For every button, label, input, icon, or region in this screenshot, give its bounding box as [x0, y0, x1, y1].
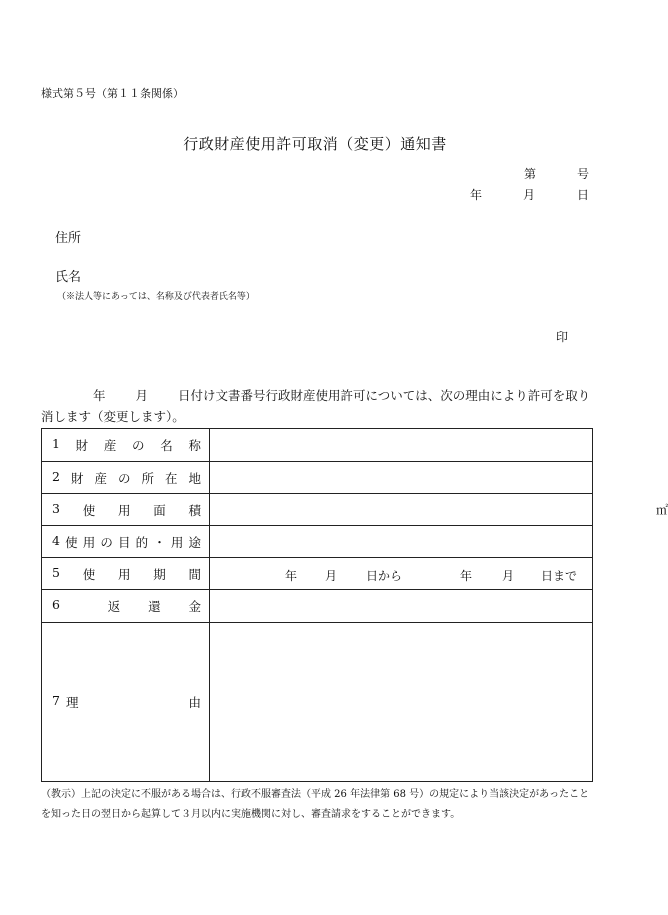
period-end-day: 日まで — [541, 569, 578, 583]
square-meter-unit: ㎡ — [656, 503, 668, 517]
body-text: 日付け文書番号行政財産使用許可については、次の理由により許可を取り消します（変更します）。 — [41, 388, 591, 424]
refund-value[interactable] — [210, 590, 593, 623]
label-char: 目 — [117, 534, 131, 550]
issue-date-day: 日 — [577, 188, 590, 202]
label-char: 理 — [65, 695, 79, 710]
row-label-property-location — [42, 462, 210, 494]
label-char: 面 — [153, 502, 166, 518]
body-year: 年 — [93, 388, 106, 403]
property-location-value[interactable] — [210, 462, 593, 494]
label-char: 返 — [107, 599, 121, 614]
table-row — [42, 590, 593, 623]
label-char: の — [100, 534, 113, 550]
row-label-refund — [42, 590, 210, 623]
row-label-reason — [42, 623, 210, 782]
label-char: ・ — [153, 534, 166, 550]
label-char: 使 — [82, 502, 96, 518]
label-char: 金 — [188, 599, 201, 614]
label-char: 4 — [52, 532, 60, 548]
body-month: 月 — [135, 388, 149, 403]
label-char: 財 — [75, 438, 89, 453]
label-char: 使 — [82, 566, 96, 582]
label-char: 7 — [52, 693, 60, 708]
name-label: 氏名 — [55, 270, 82, 285]
label-char: 地 — [188, 470, 201, 486]
table-row — [42, 526, 593, 558]
table-row — [42, 623, 593, 782]
label-char: 的 — [135, 534, 149, 550]
label-char: 還 — [148, 599, 161, 614]
label-char: 所 — [141, 470, 154, 486]
row-label-property-name — [42, 429, 210, 462]
details-table — [41, 428, 668, 782]
label-char: 用 — [117, 502, 131, 518]
label-char: 途 — [188, 534, 201, 550]
table-row — [42, 558, 593, 590]
address-label: 住所 — [55, 231, 82, 246]
property-name-value[interactable] — [210, 429, 593, 462]
period-start-day: 日から — [366, 569, 403, 583]
label-char: 産 — [94, 470, 107, 486]
notice-body — [41, 385, 592, 427]
usage-purpose-value[interactable] — [210, 526, 593, 558]
label-char: 用 — [117, 566, 131, 582]
document-title: 行政財産使用許可取消（変更）通知書 — [183, 135, 447, 153]
table-row — [42, 494, 593, 526]
label-char: 名 — [160, 438, 173, 453]
table-row — [42, 462, 593, 494]
reason-value[interactable] — [210, 623, 593, 782]
appeal-instruction: （教示）上記の決定に不服がある場合は、行政不服審査法（平成 26 年法律第 68 号）の規定により当該決定があったことを知った日の翌日から起算して３月以内に実施機関に対し、審査請求をすることができます。 — [41, 789, 590, 820]
label-char: 産 — [103, 438, 117, 453]
label-char: 2 — [52, 468, 60, 484]
period-start-month: 月 — [325, 569, 338, 583]
label-char: 6 — [52, 597, 60, 612]
label-char: 用 — [170, 534, 184, 550]
issue-number-dai: 第 — [524, 167, 537, 181]
form-number: 様式第５号（第１１条関係） — [41, 87, 184, 100]
label-char: 称 — [188, 438, 201, 453]
seal-mark: 印 — [556, 330, 569, 344]
row-label-usage-purpose — [42, 526, 210, 558]
period-start-year: 年 — [285, 569, 298, 583]
label-char: 間 — [188, 566, 201, 582]
label-char: 在 — [164, 470, 178, 486]
label-char: 財 — [70, 470, 84, 486]
period-end-year: 年 — [460, 569, 473, 583]
corporate-note: （※法人等にあっては、名称及び代表者氏名等） — [57, 292, 255, 302]
row-label-usage-area — [42, 494, 210, 526]
label-char: の — [132, 438, 145, 453]
issue-date-year: 年 — [470, 188, 483, 202]
label-char: 3 — [52, 500, 60, 516]
label-char: 用 — [82, 534, 96, 550]
period-end-month: 月 — [502, 569, 515, 583]
label-char: 期 — [153, 566, 166, 582]
issue-number-go: 号 — [577, 167, 590, 181]
label-char: 由 — [188, 695, 201, 710]
label-char: の — [117, 470, 131, 486]
table-row — [42, 429, 593, 462]
usage-area-value[interactable] — [210, 494, 668, 526]
label-char: 使 — [65, 534, 78, 550]
usage-period-value[interactable] — [210, 558, 593, 590]
row-label-usage-period — [42, 558, 210, 590]
label-char: 1 — [52, 436, 60, 451]
label-char: 5 — [52, 564, 60, 580]
issue-date-month: 月 — [523, 188, 536, 202]
label-char: 積 — [188, 502, 201, 518]
